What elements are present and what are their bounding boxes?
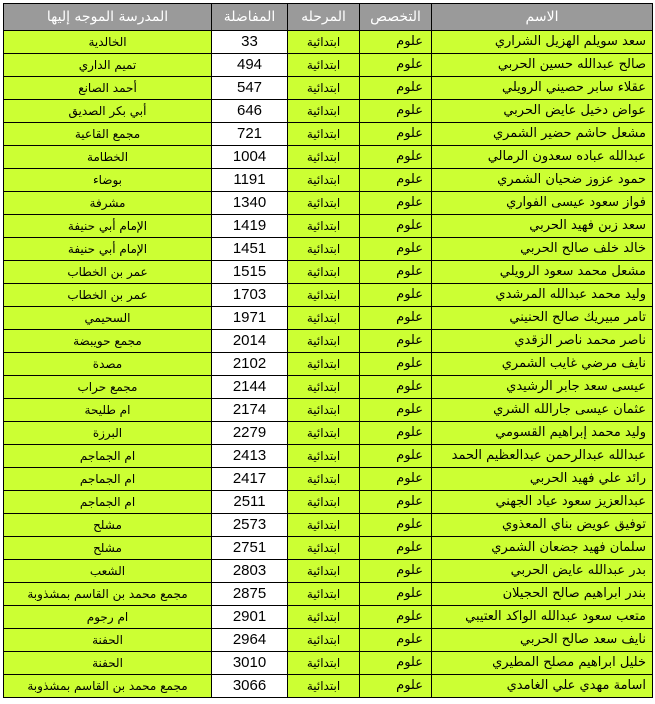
cell-specialty: علوم	[360, 606, 432, 629]
cell-name: عقلاء سابر حصيني الرويلي	[432, 77, 653, 100]
cell-score: 2174	[212, 399, 288, 422]
cell-name: تامر مبيريك صالح الحنيني	[432, 307, 653, 330]
cell-school: الشعب	[4, 560, 212, 583]
cell-name: نايف مرضي غايب الشمري	[432, 353, 653, 376]
cell-school: الإمام أبي حنيفة	[4, 238, 212, 261]
table-row	[4, 100, 653, 123]
table-row	[4, 399, 653, 422]
cell-name: بدر عبدالله عايض الحربي	[432, 560, 653, 583]
cell-name: ناصر محمد ناصر الزقدي	[432, 330, 653, 353]
cell-stage: ابتدائية	[288, 215, 360, 238]
cell-school: مجمع حراب	[4, 376, 212, 399]
cell-score: 1515	[212, 261, 288, 284]
cell-score: 1340	[212, 192, 288, 215]
cell-school: عمر بن الخطاب	[4, 284, 212, 307]
cell-specialty: علوم	[360, 537, 432, 560]
cell-name: خليل ابراهيم مصلح المطيري	[432, 652, 653, 675]
cell-specialty: علوم	[360, 54, 432, 77]
cell-school: الحفنة	[4, 629, 212, 652]
cell-name: عبدالله عباده سعدون الرمالي	[432, 146, 653, 169]
cell-stage: ابتدائية	[288, 514, 360, 537]
table-row	[4, 629, 653, 652]
cell-stage: ابتدائية	[288, 583, 360, 606]
table-row	[4, 238, 653, 261]
cell-stage: ابتدائية	[288, 123, 360, 146]
cell-school: مشرفة	[4, 192, 212, 215]
cell-school: الخطامة	[4, 146, 212, 169]
header-specialty: التخصص	[360, 4, 432, 31]
cell-score: 33	[212, 31, 288, 54]
cell-school: الخالدية	[4, 31, 212, 54]
cell-school: مجمع حويبضة	[4, 330, 212, 353]
cell-name: خالد خلف صالح الحربي	[432, 238, 653, 261]
cell-specialty: علوم	[360, 238, 432, 261]
cell-name: مشعل حاشم حضير الشمري	[432, 123, 653, 146]
cell-stage: ابتدائية	[288, 31, 360, 54]
cell-school: السحيمي	[4, 307, 212, 330]
cell-score: 721	[212, 123, 288, 146]
cell-specialty: علوم	[360, 399, 432, 422]
table-header	[4, 4, 653, 31]
cell-score: 2751	[212, 537, 288, 560]
cell-school: أحمد الصانع	[4, 77, 212, 100]
cell-score: 646	[212, 100, 288, 123]
cell-school: مجمع محمد بن القاسم بمشذوبة	[4, 583, 212, 606]
cell-name: توفيق عويض بناي المعذوي	[432, 514, 653, 537]
cell-name: سعد زبن فهيد الحربي	[432, 215, 653, 238]
cell-score: 2803	[212, 560, 288, 583]
cell-stage: ابتدائية	[288, 468, 360, 491]
cell-stage: ابتدائية	[288, 353, 360, 376]
cell-specialty: علوم	[360, 675, 432, 698]
table-row	[4, 445, 653, 468]
table-row	[4, 652, 653, 675]
table-row	[4, 307, 653, 330]
cell-name: عبدالله عبدالرحمن عبدالعظيم الحمد	[432, 445, 653, 468]
cell-specialty: علوم	[360, 652, 432, 675]
cell-name: عيسى سعد جابر الرشيدي	[432, 376, 653, 399]
table-row	[4, 514, 653, 537]
cell-stage: ابتدائية	[288, 376, 360, 399]
table-row	[4, 353, 653, 376]
cell-name: عبدالعزيز سعود عياد الجهني	[432, 491, 653, 514]
cell-score: 1419	[212, 215, 288, 238]
cell-score: 2413	[212, 445, 288, 468]
cell-stage: ابتدائية	[288, 238, 360, 261]
cell-specialty: علوم	[360, 169, 432, 192]
table-row	[4, 537, 653, 560]
table-row	[4, 215, 653, 238]
cell-specialty: علوم	[360, 583, 432, 606]
cell-score: 2417	[212, 468, 288, 491]
header-stage: المرحله	[288, 4, 360, 31]
cell-school: بوضاء	[4, 169, 212, 192]
cell-school: الإمام أبي حنيفة	[4, 215, 212, 238]
table-body	[4, 31, 653, 698]
cell-score: 2964	[212, 629, 288, 652]
header-school: المدرسة الموجه إليها	[4, 4, 212, 31]
table-row	[4, 422, 653, 445]
cell-specialty: علوم	[360, 514, 432, 537]
cell-stage: ابتدائية	[288, 261, 360, 284]
cell-name: متعب سعود عبدالله الواكد العتيبي	[432, 606, 653, 629]
header-name: الاسم	[432, 4, 653, 31]
cell-score: 1004	[212, 146, 288, 169]
cell-specialty: علوم	[360, 491, 432, 514]
cell-score: 2102	[212, 353, 288, 376]
cell-name: سلمان فهيد جضعان الشمري	[432, 537, 653, 560]
cell-school: ام الجماجم	[4, 468, 212, 491]
cell-specialty: علوم	[360, 422, 432, 445]
table-row	[4, 31, 653, 54]
cell-name: عواض دخيل عايض الحربي	[432, 100, 653, 123]
cell-school: ام الجماجم	[4, 445, 212, 468]
cell-school: ام الجماجم	[4, 491, 212, 514]
cell-school: أبي بكر الصديق	[4, 100, 212, 123]
cell-school: الحفنة	[4, 652, 212, 675]
cell-school: عمر بن الخطاب	[4, 261, 212, 284]
cell-name: عثمان عيسى جارالله الشري	[432, 399, 653, 422]
cell-score: 2573	[212, 514, 288, 537]
cell-school: مجمع محمد بن القاسم بمشذوبة	[4, 675, 212, 698]
cell-score: 494	[212, 54, 288, 77]
cell-stage: ابتدائية	[288, 100, 360, 123]
cell-score: 1703	[212, 284, 288, 307]
cell-specialty: علوم	[360, 100, 432, 123]
cell-stage: ابتدائية	[288, 169, 360, 192]
cell-stage: ابتدائية	[288, 422, 360, 445]
cell-name: صالح عبدالله حسين الحربي	[432, 54, 653, 77]
assignments-table	[3, 3, 653, 698]
cell-specialty: علوم	[360, 215, 432, 238]
cell-name: بندر ابراهيم صالح الحجيلان	[432, 583, 653, 606]
table-row	[4, 192, 653, 215]
table-row	[4, 675, 653, 698]
cell-stage: ابتدائية	[288, 77, 360, 100]
cell-specialty: علوم	[360, 560, 432, 583]
cell-stage: ابتدائية	[288, 192, 360, 215]
cell-school: تميم الداري	[4, 54, 212, 77]
cell-specialty: علوم	[360, 123, 432, 146]
cell-name: وليد محمد إبراهيم القسومي	[432, 422, 653, 445]
cell-school: مشلح	[4, 514, 212, 537]
cell-stage: ابتدائية	[288, 399, 360, 422]
cell-stage: ابتدائية	[288, 491, 360, 514]
cell-school: ام رجوم	[4, 606, 212, 629]
table-row	[4, 54, 653, 77]
cell-school: ام طليحة	[4, 399, 212, 422]
cell-stage: ابتدائية	[288, 606, 360, 629]
table-row	[4, 491, 653, 514]
cell-name: اسامة مهدي علي الغامدي	[432, 675, 653, 698]
table-row	[4, 560, 653, 583]
header-score: المفاضلة	[212, 4, 288, 31]
cell-stage: ابتدائية	[288, 675, 360, 698]
cell-score: 547	[212, 77, 288, 100]
cell-specialty: علوم	[360, 77, 432, 100]
cell-school: مصدة	[4, 353, 212, 376]
cell-school: مجمع القاعية	[4, 123, 212, 146]
cell-stage: ابتدائية	[288, 54, 360, 77]
cell-specialty: علوم	[360, 468, 432, 491]
table-row	[4, 169, 653, 192]
cell-stage: ابتدائية	[288, 629, 360, 652]
header-row	[4, 4, 653, 31]
cell-stage: ابتدائية	[288, 445, 360, 468]
cell-stage: ابتدائية	[288, 307, 360, 330]
cell-specialty: علوم	[360, 376, 432, 399]
cell-name: فواز سعود عيسى الفواري	[432, 192, 653, 215]
table-row	[4, 330, 653, 353]
cell-specialty: علوم	[360, 307, 432, 330]
cell-score: 3066	[212, 675, 288, 698]
table-row	[4, 77, 653, 100]
cell-name: مشعل محمد سعود الرويلي	[432, 261, 653, 284]
cell-score: 1971	[212, 307, 288, 330]
cell-stage: ابتدائية	[288, 330, 360, 353]
cell-stage: ابتدائية	[288, 652, 360, 675]
cell-school: مشلح	[4, 537, 212, 560]
cell-score: 2144	[212, 376, 288, 399]
cell-specialty: علوم	[360, 146, 432, 169]
table-row	[4, 261, 653, 284]
cell-specialty: علوم	[360, 330, 432, 353]
cell-score: 2875	[212, 583, 288, 606]
cell-specialty: علوم	[360, 261, 432, 284]
cell-specialty: علوم	[360, 353, 432, 376]
cell-score: 1191	[212, 169, 288, 192]
cell-score: 3010	[212, 652, 288, 675]
cell-specialty: علوم	[360, 31, 432, 54]
cell-name: حمود عزوز ضحيان الشمري	[432, 169, 653, 192]
cell-name: وليد محمد عبدالله المرشدي	[432, 284, 653, 307]
cell-specialty: علوم	[360, 629, 432, 652]
cell-score: 2014	[212, 330, 288, 353]
cell-school: البرزة	[4, 422, 212, 445]
table-row	[4, 583, 653, 606]
table-row	[4, 606, 653, 629]
cell-specialty: علوم	[360, 192, 432, 215]
table-row	[4, 376, 653, 399]
cell-name: نايف سعد صالح الحربي	[432, 629, 653, 652]
cell-stage: ابتدائية	[288, 537, 360, 560]
cell-specialty: علوم	[360, 445, 432, 468]
table-row	[4, 284, 653, 307]
cell-stage: ابتدائية	[288, 560, 360, 583]
cell-score: 2511	[212, 491, 288, 514]
cell-score: 1451	[212, 238, 288, 261]
table-row	[4, 468, 653, 491]
cell-score: 2279	[212, 422, 288, 445]
cell-name: رائد علي فهيد الحربي	[432, 468, 653, 491]
cell-stage: ابتدائية	[288, 146, 360, 169]
cell-score: 2901	[212, 606, 288, 629]
cell-stage: ابتدائية	[288, 284, 360, 307]
cell-specialty: علوم	[360, 284, 432, 307]
table-row	[4, 123, 653, 146]
table-row	[4, 146, 653, 169]
cell-name: سعد سويلم الهزيل الشراري	[432, 31, 653, 54]
